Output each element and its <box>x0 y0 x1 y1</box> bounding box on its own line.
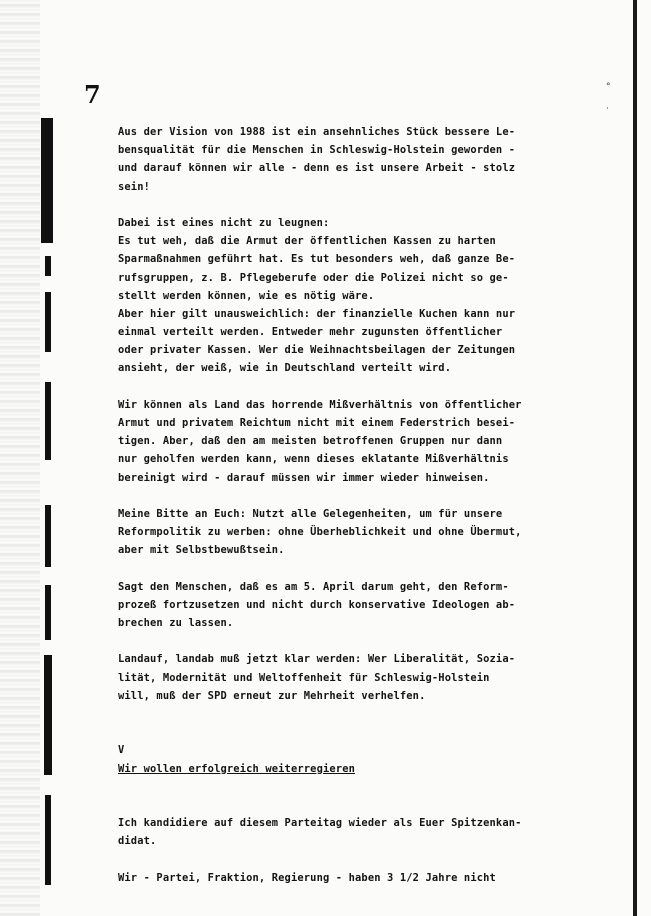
binder-mark <box>45 505 51 567</box>
binder-mark <box>45 382 51 460</box>
text-line: Sparmaßnahmen geführt hat. Es tut besonders weh, daß ganze Be- <box>118 253 516 266</box>
binder-mark <box>45 795 51 885</box>
scan-edge-noise <box>0 0 40 916</box>
text-line: Sagt den Menschen, daß es am 5. April darum geht, den Reform- <box>118 580 509 593</box>
text-line: Aus der Vision von 1988 ist ein ansehnliches Stück bessere Le- <box>118 126 516 138</box>
text-line: Landauf, landab muß jetzt klar werden: Wer Liberalität, Sozia- <box>118 653 516 666</box>
text-line: ansieht, der weiß, wie in Deutschland verteilt wird. <box>118 362 452 375</box>
page-edge-rule <box>633 0 637 916</box>
text-line: rufsgruppen, z. B. Pflegeberufe oder die Polizei nicht so ge- <box>118 271 509 284</box>
text-line: und darauf können wir alle - denn es ist unsere Arbeit - stolz <box>118 162 516 175</box>
text-line: Wir können als Land das horrende Mißverhältnis von öffentlicher <box>118 398 522 411</box>
text-line: tigen. Aber, daß den am meisten betroffenen Gruppen nur dann <box>118 435 503 448</box>
document-body <box>118 123 588 887</box>
text-line: aber mit Selbstbewußtsein. <box>118 544 285 557</box>
text-line: will, muß der SPD erneut zur Mehrheit verhelfen. <box>118 689 426 702</box>
text-line: oder privater Kassen. Wer die Weihnachtsbeilagen der Zeitungen <box>118 344 516 357</box>
paragraph <box>118 869 588 887</box>
text-line: bereinigt wird - darauf müssen wir immer wieder hinweisen. <box>118 471 490 484</box>
section-numeral: V <box>118 744 125 757</box>
margin-mark: · <box>606 104 609 114</box>
paragraph <box>118 214 588 378</box>
text-line: stellt werden können, wie es nötig wäre. <box>118 289 375 302</box>
text-line: Meine Bitte an Euch: Nutzt alle Gelegenheiten, um für unsere <box>118 507 503 520</box>
binder-mark <box>41 118 53 243</box>
text-line: Es tut weh, daß die Armut der öffentlichen Kassen zu harten <box>118 235 496 248</box>
text-line: Dabei ist eines nicht zu leugnen: <box>118 216 330 229</box>
section-heading <box>118 741 588 777</box>
section-title: Wir wollen erfolgreich weiterregieren <box>118 762 356 775</box>
margin-mark: ° <box>606 82 611 92</box>
text-line: prozeß fortzusetzen und nicht durch konservative Ideologen ab- <box>118 598 516 611</box>
paragraph <box>118 396 588 487</box>
text-line: didat. <box>118 835 157 848</box>
text-line: Aber hier gilt unausweichlich: der finanzielle Kuchen kann nur <box>118 307 516 320</box>
page-number: 7 <box>84 80 101 109</box>
text-line: Ich kandidiere auf diesem Parteitag wieder als Euer Spitzenkan- <box>118 817 522 830</box>
paragraph <box>118 578 588 633</box>
binder-mark <box>45 256 51 276</box>
paragraph <box>118 505 588 560</box>
text-line: Reformpolitik zu werben: ohne Überheblichkeit und ohne Übermut, <box>118 526 522 539</box>
binder-mark <box>44 655 52 775</box>
paragraph <box>118 650 588 705</box>
paragraph <box>118 814 588 850</box>
text-line: bensqualität für die Menschen in Schleswig-Holstein geworden - <box>118 144 516 157</box>
text-line: einmal verteilt werden. Entweder mehr zugunsten öffentlicher <box>118 326 503 339</box>
binder-mark <box>45 585 51 640</box>
text-line: lität, Modernität und Weltoffenheit für Schleswig-Holstein <box>118 671 490 684</box>
binder-mark <box>45 292 51 352</box>
text-line: Armut und privatem Reichtum nicht mit einem Federstrich besei- <box>118 417 516 429</box>
text-line: brechen zu lassen. <box>118 617 234 630</box>
paragraph <box>118 123 588 196</box>
text-line: Wir - Partei, Fraktion, Regierung - haben 3 1/2 Jahre nicht <box>118 871 496 884</box>
text-line: nur geholfen werden kann, wenn dieses eklatante Mißverhältnis <box>118 453 509 466</box>
text-line: sein! <box>118 180 151 193</box>
